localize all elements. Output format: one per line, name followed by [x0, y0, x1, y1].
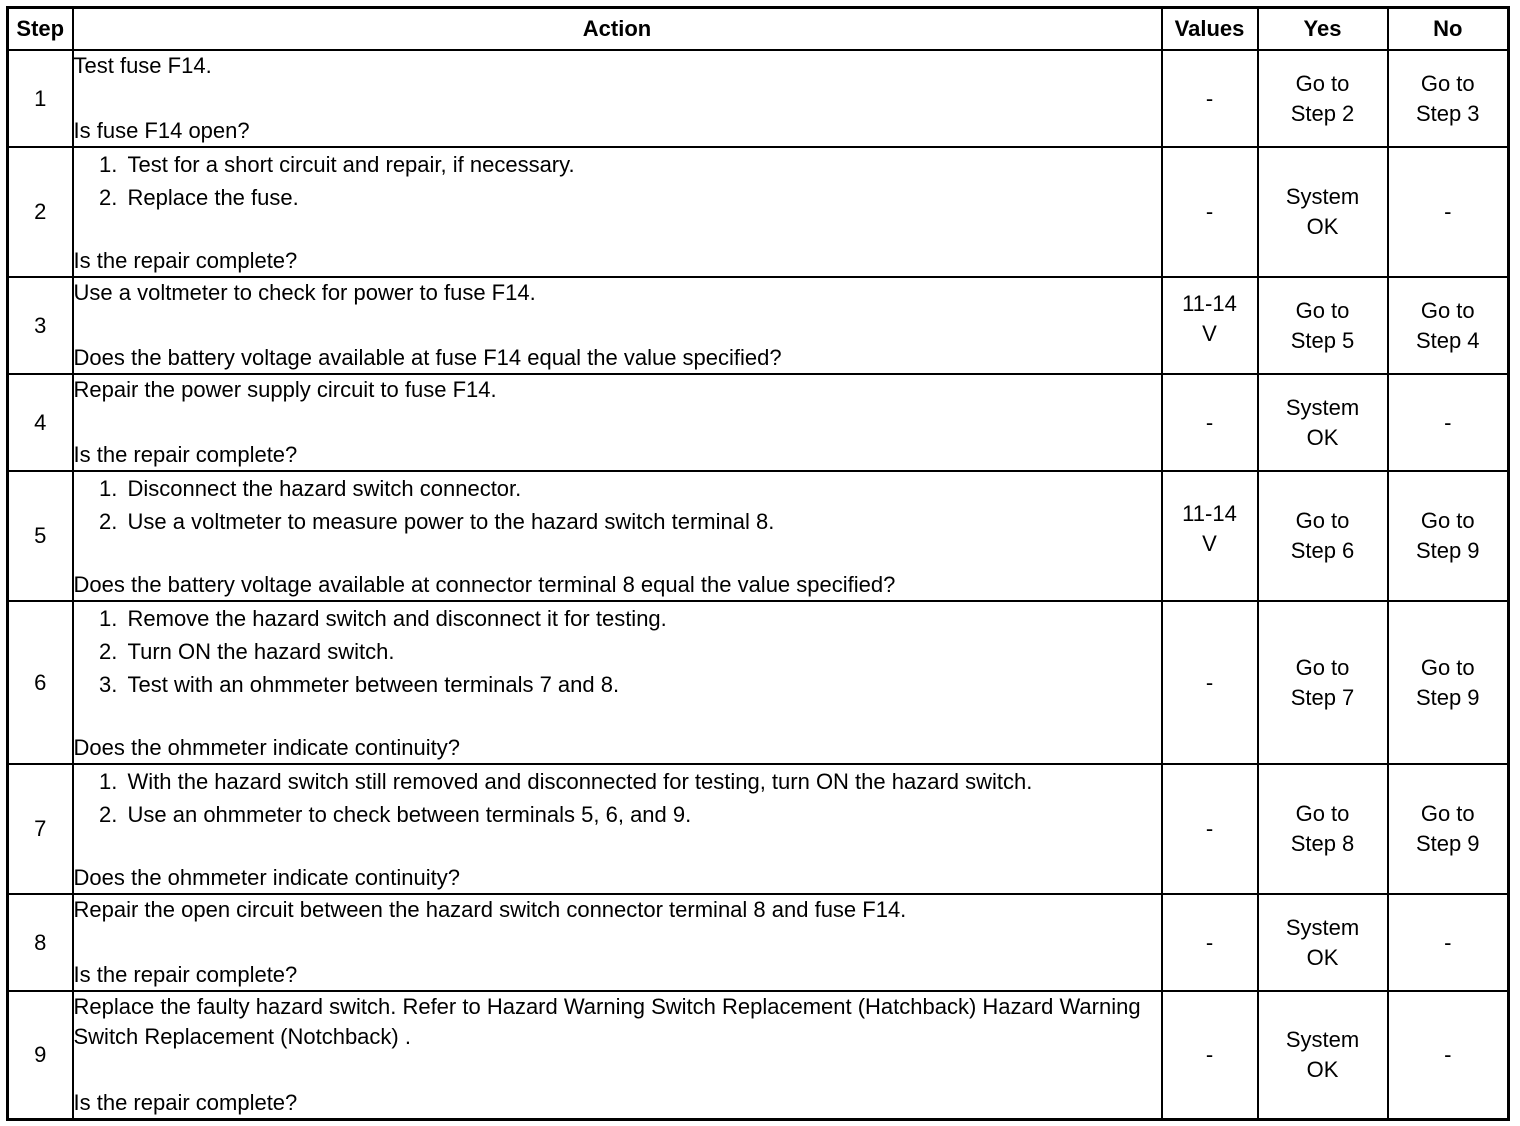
values-cell — [1162, 374, 1258, 471]
action-instructions — [74, 602, 1161, 701]
action-content — [74, 602, 1161, 763]
table-row — [8, 277, 1509, 374]
action-intro: Repair the power supply circuit to fuse F14. — [73, 377, 497, 402]
action-instructions — [74, 895, 1161, 925]
action-content — [74, 148, 1161, 276]
no-result-line: Go to — [1420, 70, 1475, 96]
substep-list — [74, 148, 1161, 214]
table-row — [8, 991, 1509, 1119]
action-content — [74, 375, 1161, 470]
no-result-line: - — [1444, 199, 1452, 224]
no-result-line: - — [1444, 409, 1452, 435]
substep-list — [74, 765, 1161, 831]
action-instructions — [74, 375, 1161, 405]
table-row — [8, 894, 1509, 991]
action-cell — [73, 147, 1162, 277]
value-line: - — [1205, 85, 1214, 111]
action-question: Does the battery voltage available at fuse F14 equal the value specified? — [73, 345, 782, 370]
yes-result-line: System — [1285, 1026, 1360, 1052]
no-result-target: Step 9 — [1415, 684, 1480, 710]
values-cell — [1162, 601, 1258, 764]
action-question: Does the battery voltage available at connector terminal 8 equal the value specified? — [73, 572, 896, 597]
step-number: 5 — [8, 471, 73, 601]
action-cell — [73, 471, 1162, 601]
header-row — [8, 8, 1509, 51]
yes-result-line: Go to — [1295, 508, 1350, 533]
values-cell — [1162, 50, 1258, 147]
header-values: Values — [1162, 8, 1258, 51]
value-line: 11-14 — [1182, 290, 1237, 316]
table-row — [8, 374, 1509, 471]
no-result-line: - — [1444, 929, 1452, 955]
yes-result-line: System — [1285, 184, 1360, 209]
yes-result-cell — [1258, 277, 1388, 374]
no-result-line: - — [1444, 1041, 1452, 1067]
no-result-target: Step 3 — [1415, 100, 1480, 126]
header-no: No — [1388, 8, 1509, 51]
yes-result-line: Go to — [1295, 654, 1350, 680]
table-row — [8, 471, 1509, 601]
substep-item: 1. Test for a short circuit and repair, if necessary. — [124, 148, 1161, 181]
no-result-target: Step 9 — [1415, 538, 1480, 563]
value-unit: V — [1202, 320, 1217, 346]
values-cell — [1162, 894, 1258, 991]
action-instructions — [74, 992, 1161, 1052]
value-line: 11-14 — [1182, 501, 1237, 526]
yes-result-target: OK — [1306, 1056, 1339, 1082]
action-cell — [73, 601, 1162, 764]
table-row — [8, 764, 1509, 894]
header-yes: Yes — [1258, 8, 1388, 51]
yes-result-target: Step 2 — [1290, 100, 1355, 126]
values-cell — [1162, 764, 1258, 894]
substep-item: 2. Use a voltmeter to measure power to the hazard switch terminal 8. — [124, 505, 1161, 538]
substep-list — [74, 472, 1161, 538]
step-number: 4 — [8, 374, 73, 471]
action-content — [74, 895, 1161, 990]
yes-result-cell — [1258, 147, 1388, 277]
no-result-line: Go to — [1420, 654, 1475, 680]
yes-result-target: Step 5 — [1290, 327, 1355, 353]
action-intro: Repair the open circuit between the hazard switch connector terminal 8 and fuse F14. — [73, 897, 907, 922]
table-row — [8, 50, 1509, 147]
action-intro: Use a voltmeter to check for power to fuse F14. — [73, 280, 536, 305]
substep-item: 1. Remove the hazard switch and disconnect it for testing. — [124, 602, 1161, 635]
action-content — [74, 51, 1161, 146]
yes-result-line: System — [1285, 914, 1360, 940]
yes-result-line: Go to — [1295, 801, 1350, 826]
action-intro: Replace the faulty hazard switch. Refer to Hazard Warning Switch Replacement (Hatchback) Hazard Warning Switch Replacement (Notchback) . — [73, 994, 1141, 1049]
yes-result-cell — [1258, 764, 1388, 894]
substep-item: 1. Disconnect the hazard switch connector. — [124, 472, 1161, 505]
action-question: Is the repair complete? — [73, 1089, 298, 1115]
action-content — [74, 278, 1161, 373]
action-cell — [73, 764, 1162, 894]
action-instructions — [74, 278, 1161, 308]
yes-result-target: OK — [1306, 424, 1339, 450]
no-result-cell — [1388, 601, 1509, 764]
header-action: Action — [73, 8, 1162, 51]
action-intro: Test fuse F14. — [73, 53, 212, 78]
action-content — [74, 992, 1161, 1118]
table-row — [8, 147, 1509, 277]
value-line: - — [1205, 199, 1214, 224]
values-cell — [1162, 277, 1258, 374]
no-result-cell — [1388, 471, 1509, 601]
action-question: Does the ohmmeter indicate continuity? — [73, 735, 460, 760]
action-instructions — [74, 148, 1161, 214]
yes-result-target: OK — [1306, 214, 1339, 239]
value-line: - — [1205, 929, 1214, 955]
no-result-cell — [1388, 764, 1509, 894]
yes-result-cell — [1258, 50, 1388, 147]
step-number: 3 — [8, 277, 73, 374]
no-result-cell — [1388, 277, 1509, 374]
substep-item: 2. Replace the fuse. — [124, 181, 1161, 214]
substep-item: 1. With the hazard switch still removed and disconnected for testing, turn ON the hazard switch. — [124, 765, 1161, 798]
substep-item: 2. Use an ohmmeter to check between terminals 5, 6, and 9. — [124, 798, 1161, 831]
no-result-cell — [1388, 147, 1509, 277]
no-result-target: Step 4 — [1415, 327, 1480, 353]
yes-result-target: Step 6 — [1290, 538, 1355, 563]
yes-result-target: OK — [1306, 944, 1339, 970]
values-cell — [1162, 147, 1258, 277]
yes-result-cell — [1258, 471, 1388, 601]
step-number: 8 — [8, 894, 73, 991]
table-row — [8, 601, 1509, 764]
action-instructions — [74, 472, 1161, 538]
action-question: Does the ohmmeter indicate continuity? — [73, 865, 460, 890]
step-number: 7 — [8, 764, 73, 894]
step-number: 6 — [8, 601, 73, 764]
value-unit: V — [1202, 531, 1217, 556]
header-step: Step — [8, 8, 73, 51]
no-result-line: Go to — [1420, 508, 1475, 533]
no-result-cell — [1388, 894, 1509, 991]
action-question: Is the repair complete? — [73, 962, 298, 987]
step-number: 1 — [8, 50, 73, 147]
value-line: - — [1205, 1041, 1214, 1067]
no-result-line: Go to — [1420, 297, 1475, 323]
substep-item: 3. Test with an ohmmeter between terminals 7 and 8. — [124, 668, 1161, 701]
yes-result-target: Step 8 — [1290, 831, 1355, 856]
action-cell — [73, 991, 1162, 1119]
action-content — [74, 765, 1161, 893]
values-cell — [1162, 991, 1258, 1119]
values-cell — [1162, 471, 1258, 601]
action-cell — [73, 50, 1162, 147]
yes-result-cell — [1258, 894, 1388, 991]
yes-result-cell — [1258, 374, 1388, 471]
yes-result-cell — [1258, 601, 1388, 764]
action-cell — [73, 374, 1162, 471]
yes-result-line: System — [1285, 394, 1360, 420]
yes-result-line: Go to — [1295, 297, 1350, 323]
step-number: 9 — [8, 991, 73, 1119]
diagnostic-table — [6, 6, 1510, 1121]
value-line: - — [1205, 409, 1214, 435]
yes-result-line: Go to — [1295, 70, 1350, 96]
value-line: - — [1205, 669, 1214, 695]
action-question: Is the repair complete? — [73, 442, 298, 467]
no-result-line: Go to — [1420, 801, 1475, 826]
action-cell — [73, 894, 1162, 991]
no-result-cell — [1388, 374, 1509, 471]
yes-result-cell — [1258, 991, 1388, 1119]
action-instructions — [74, 765, 1161, 831]
action-question: Is fuse F14 open? — [73, 118, 250, 143]
substep-item: 2. Turn ON the hazard switch. — [124, 635, 1161, 668]
yes-result-target: Step 7 — [1290, 684, 1355, 710]
step-number: 2 — [8, 147, 73, 277]
no-result-cell — [1388, 50, 1509, 147]
action-question: Is the repair complete? — [73, 248, 298, 273]
value-line: - — [1205, 816, 1214, 841]
no-result-target: Step 9 — [1415, 831, 1480, 856]
action-instructions — [74, 51, 1161, 81]
no-result-cell — [1388, 991, 1509, 1119]
substep-list — [74, 602, 1161, 701]
action-cell — [73, 277, 1162, 374]
action-content — [74, 472, 1161, 600]
